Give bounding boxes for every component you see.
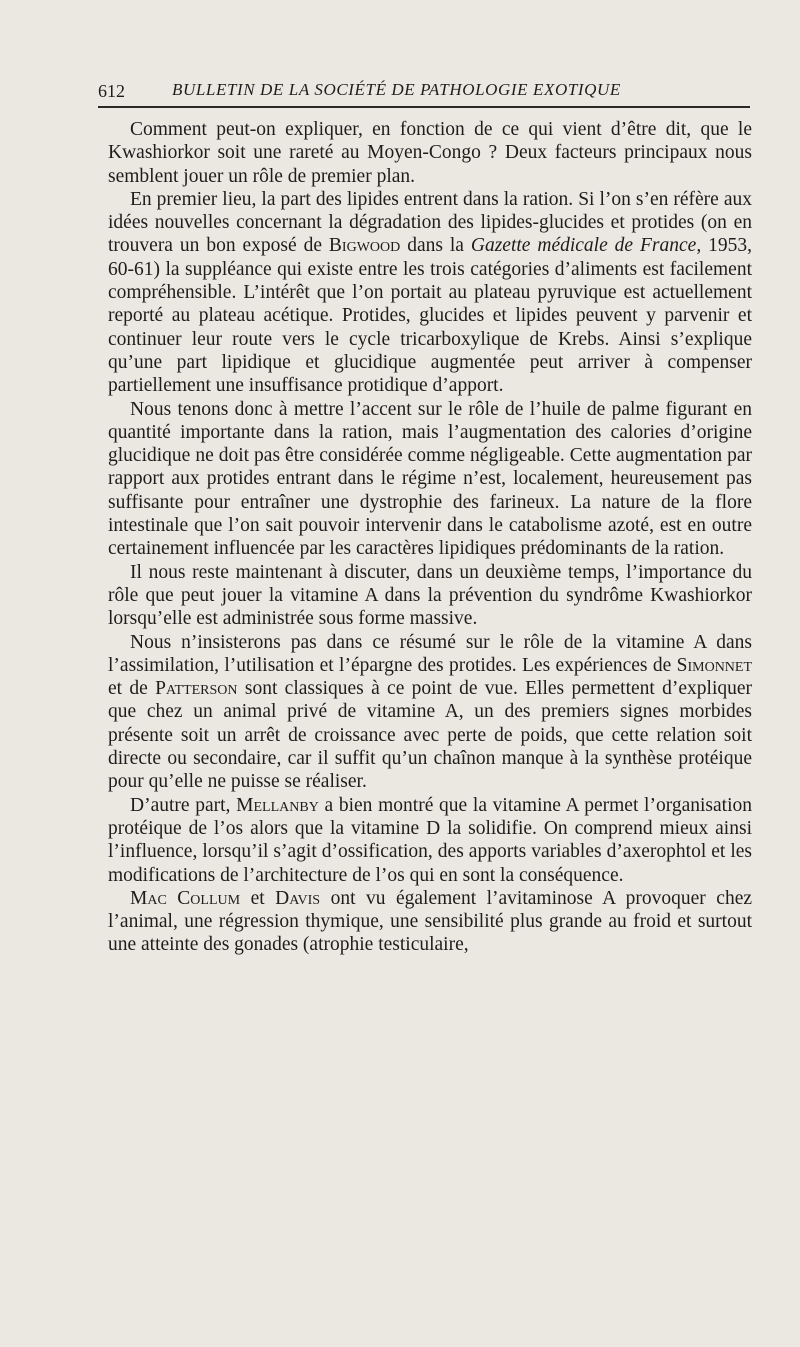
- paragraph-1: [108, 118, 752, 188]
- paragraph-2-text-b: dans la: [407, 235, 464, 257]
- paragraph-5-text-c: sont classiques à ce point de vue. Elles permettent d’expliquer que chez un animal privé de vitamine A, un des premiers signes morbides présente soit un arrêt de croissance avec perte de poids, que cette relation soit directe ou secondaire, car il suffit qu’un chaînon manque à la synthèse protéique pour qu’elle ne puisse se réaliser.: [108, 678, 753, 793]
- paragraph-5-text-b: et de: [108, 678, 148, 700]
- author-name: Bigwood: [328, 235, 401, 257]
- author-name: Mellanby: [236, 794, 319, 816]
- paragraph-3: [108, 398, 752, 561]
- body-text: [108, 118, 752, 957]
- paragraph-7-text-b: ont vu également l’avitaminose A provoquer chez l’animal, une régression thymique, une sensibilité plus grande au froid et surtout une atteinte des gonades (atrophie testiculaire,: [108, 887, 753, 956]
- paragraph-2: [108, 188, 752, 398]
- running-head: [98, 76, 750, 108]
- page-number: 612: [98, 81, 125, 101]
- journal-title: BULLETIN DE LA SOCIÉTÉ DE PATHOLOGIE EXOTIQUE: [172, 80, 621, 99]
- author-name: Patterson: [155, 678, 238, 700]
- paragraph-6-text-b: a bien montré que la vitamine A permet l’organisation protéique de l’os alors que la vitamine D la solidifie. On comprend mieux ainsi l’influence, lorsqu’il s’agit d’ossification, des apports variables d’axerophtol et les modifications de l’architecture de l’os qui en sont la conséquence.: [108, 794, 753, 886]
- author-name: Simonnet: [676, 654, 753, 676]
- journal-citation: Gazette médicale de France,: [470, 235, 702, 257]
- paragraph-2-text-c: 1953, 60-61) la suppléance qui existe entre les trois catégories d’aliments est facilement compréhensible. L’intérêt que l’on portait au plateau pyruvique est actuellement reporté au plateau acétique. Protides, glucides et lipides peuvent y parvenir et continuer leur route vers le cycle tricarboxylique de Krebs. Ainsi s’explique qu’une part lipidique et glucidique augmentée peut arriver à compenser partiellement une insuffisance protidique d’apport.: [108, 235, 753, 397]
- paragraph-1-text: Comment peut-on expliquer, en fonction de ce qui vient d’être dit, que le Kwashiorkor soit une rareté au Moyen-Congo ? Deux facteurs principaux nous semblent jouer un rôle de premier plan.: [108, 119, 752, 187]
- author-name: Davis: [275, 887, 321, 909]
- paragraph-5: [108, 631, 752, 794]
- author-name: Mac Collum: [130, 887, 241, 909]
- paragraph-6: [108, 794, 752, 887]
- paragraph-4: [108, 561, 752, 631]
- paragraph-6-text-a: D’autre part,: [130, 794, 231, 816]
- paragraph-2-text-a: En premier lieu, la part des lipides entrent dans la ration. Si l’on s’en réfère aux idées nouvelles concernant la dégradation des lipides-glucides et protides (on en trouvera un bon exposé de: [108, 188, 752, 257]
- paragraph-3-text: Nous tenons donc à mettre l’accent sur le rôle de l’huile de palme figurant en quantité importante dans la ration, mais l’augmentation des calories d’origine glucidique ne doit pas être considérée comme négligeable. Cette augmentation par rapport aux protides entrant dans le régime n’est, localement, heureusement pas suffisante pour entraîner une dystrophie des farineux. La nature de la flore intestinale que l’on sait pouvoir intervenir dans le catabolisme azoté, est en outre certainement influencée par les caractères lipidiques prédominants de la ration.: [108, 398, 752, 560]
- paragraph-7: [108, 887, 752, 957]
- paragraph-4-text: Il nous reste maintenant à discuter, dans un deuxième temps, l’importance du rôle que peut jouer la vitamine A dans la prévention du syndrôme Kwashiorkor lorsqu’elle est administrée sous forme massive.: [108, 561, 752, 630]
- paragraph-7-text-a: et: [250, 887, 265, 909]
- paragraph-5-text-a: Nous n’insisterons pas dans ce résumé sur le rôle de la vitamine A dans l’assimilation, l’utilisation et l’épargne des protides. Les expériences de: [108, 631, 752, 676]
